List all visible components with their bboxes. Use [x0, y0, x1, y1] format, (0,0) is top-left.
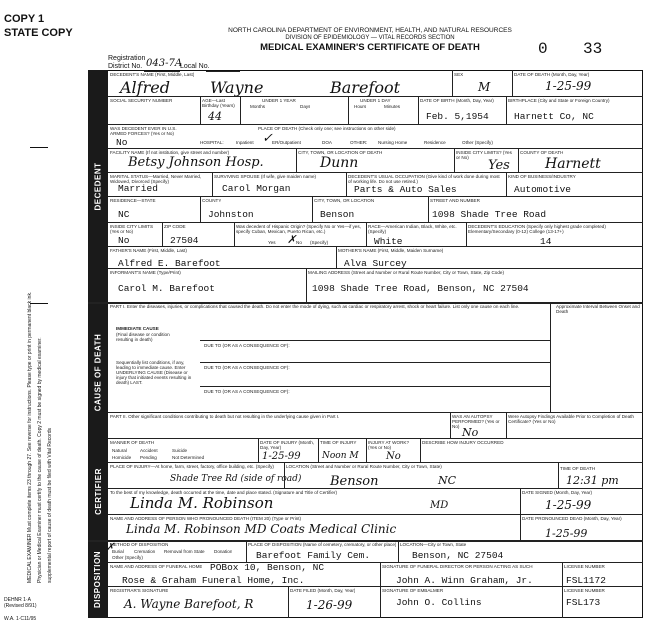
date-signed: 1-25-99 — [545, 498, 592, 512]
burial-check-mark: ✗ — [106, 542, 115, 553]
pronouncer-label: NAME AND ADDRESS OF PERSON WHO PRONOUNCED DEATH (ITEM 20) (Type or Print) — [110, 516, 302, 521]
certificate-number-prefix: 0 — [538, 40, 548, 58]
er-check-mark: ✓ — [262, 131, 273, 146]
margin-mark — [30, 303, 48, 304]
res-county-label: COUNTY — [202, 198, 222, 203]
sex-value: M — [478, 80, 491, 94]
zip-label: ZIP CODE — [164, 224, 186, 229]
funeral-director-license: FSL1172 — [566, 575, 606, 586]
birthplace-label: BIRTHPLACE (City and State or Foreign Country) — [508, 98, 610, 103]
due-to-b: DUE TO (OR AS A CONSEQUENCE OF): — [204, 343, 290, 348]
residence-city: Benson — [320, 209, 355, 220]
district-label: District No. — [108, 63, 143, 70]
street-label: STREET AND NUMBER — [430, 198, 480, 203]
interval-label: Approximate Interval Between Onset and Death — [556, 304, 640, 314]
place-injury-label: PLACE OF INJURY—At home, farm, street, factory, office building, etc. (Specify) — [110, 464, 274, 469]
injury-location-state: NC — [438, 474, 457, 487]
name-label: DECEDENT'S NAME (First, Middle, Last) — [110, 72, 195, 77]
place-of-death-label: PLACE OF DEATH (Check only one; see instructions on other side) — [258, 126, 396, 131]
disposition-location: Benson, NC 27504 — [412, 550, 504, 561]
funeral-home-name: Rose & Graham Funeral Home, Inc. — [122, 575, 305, 586]
form-title: MEDICAL EXAMINER'S CERTIFICATE OF DEATH — [260, 42, 480, 53]
injury-at-work: No — [386, 451, 401, 462]
informant-name: Carol M. Barefoot — [118, 283, 215, 294]
dob-label: DATE OF BIRTH (Month, Day, Year) — [420, 98, 494, 103]
informant-label: INFORMANT'S NAME (Type/Print) — [110, 270, 181, 275]
inside-city-label: INSIDE CITY LIMITS? (Yes or No) — [456, 150, 512, 160]
city-of-death-label: CITY, TOWN, OR LOCATION OF DEATH — [298, 150, 383, 155]
months-label: Months — [250, 104, 266, 109]
residence-option[interactable]: Residence — [424, 140, 446, 145]
manner-label: MANNER OF DEATH — [110, 440, 155, 445]
immediate-cause-label: IMMEDIATE CAUSE — [116, 326, 159, 331]
under-1-day-label: UNDER 1 DAY — [360, 98, 391, 103]
hispanic-yes-option[interactable]: Yes — [268, 240, 276, 245]
disposition-other-option[interactable]: Other (Specify) — [112, 555, 143, 560]
mother-name: Alva Surcey — [344, 258, 407, 269]
spouse-label: SURVIVING SPOUSE (If wife, give maiden name) — [214, 174, 317, 179]
residence-county: Johnston — [208, 209, 254, 220]
manner-not-determined[interactable]: Not Determined — [172, 455, 205, 460]
doa-option[interactable]: DOA — [322, 140, 332, 145]
other-label: OTHER: — [350, 140, 368, 145]
mailing-address: 1098 Shade Tree Road, Benson, NC 27504 — [312, 283, 529, 294]
sex-label: SEX — [454, 72, 464, 77]
certifier-statement: To the best of my knowledge, death occurred at the time, date and place stated. (Signature and Title of Certifier) — [110, 490, 338, 495]
armed-forces: No — [116, 137, 128, 148]
certifier-title: MD — [430, 500, 449, 511]
father-name: Alfred E. Barefoot — [118, 258, 221, 269]
hispanic-label: Was decedent of Hispanic Origin? (Specify No or Yes—if yes, specify Cuban, Mexican, Puerto Rican, etc.) — [236, 224, 361, 234]
county-of-death: Harnett — [545, 156, 601, 172]
inpatient-option[interactable]: Inpatient — [236, 140, 254, 145]
findings-label: Were Autopsy Findings Available Prior to Completion of Death Certificate? (Yes or No) — [508, 414, 634, 424]
mailing-label: MAILING ADDRESS (Street and Number or Rural Route Number, City or Town, State, Zip Code) — [308, 270, 504, 275]
embalmer-license: FSL173 — [566, 597, 601, 608]
registrar-label: REGISTRAR'S SIGNATURE — [110, 588, 169, 593]
manner-natural[interactable]: Natural — [112, 448, 127, 453]
district-number: 043-7A — [146, 58, 183, 69]
under-1-year-label: UNDER 1 YEAR — [262, 98, 296, 103]
hours-label: Hours — [354, 104, 367, 109]
nursing-home-option[interactable]: Nursing Home — [378, 140, 408, 145]
pronouncer-name: Linda M. Robinson MD Coats Medical Clinic — [126, 522, 397, 536]
age-value: 44 — [208, 110, 222, 123]
margin-instructions-2: Physician or Medical Examiner must certify to the cause of death. Copy 2 must be signed by medical examiner. — [37, 337, 43, 583]
date-of-death: 1-25-99 — [545, 79, 592, 93]
date-signed-label: DATE SIGNED (Month, Day, Year) — [522, 490, 593, 495]
birthplace: Harnett Co, NC — [514, 111, 594, 122]
agency-line1: NORTH CAROLINA DEPARTMENT OF ENVIRONMENT, HEALTH, AND NATURAL RESOURCES — [228, 27, 512, 34]
registration-label: Registration — [108, 55, 146, 62]
method-label: METHOD OF DISPOSITION — [110, 542, 169, 547]
part-1-instructions: PART I. Enter the diseases, injuries, or complications that caused the death. Do not enter the mode of dying, such as cardiac or respiratory arrest, shock or heart failure. List only one cause on each line. — [110, 304, 520, 309]
res-city-label: CITY, TOWN, OR LOCATION — [314, 198, 375, 203]
date-filed: 1-26-99 — [306, 598, 353, 612]
copy-type: STATE COPY — [4, 27, 73, 39]
funeral-home-label: NAME AND ADDRESS OF FUNERAL HOME — [110, 564, 203, 569]
manner-accident[interactable]: Accident — [140, 448, 158, 453]
due-to-d: DUE TO (OR AS A CONSEQUENCE OF): — [204, 389, 290, 394]
margin-instructions-1: MEDICAL EXAMINER Must complete items 23 through 27. See reverse for instructions. Please type or print in permanent black ink. — [27, 291, 33, 583]
funeral-home-address: POBox 10, Benson, NC — [210, 562, 325, 573]
decedent-middle-name: Wayne — [210, 78, 264, 97]
minutes-label: Minutes — [384, 104, 401, 109]
mother-label: MOTHER'S NAME (First, Middle, Maiden Surname) — [338, 248, 444, 253]
pronounced-date-label: DATE PRONOUNCED DEAD (Month, Day, Year) — [522, 516, 622, 521]
er-outpatient-option[interactable]: ER/Outpatient — [272, 140, 301, 145]
injury-date-label: DATE OF INJURY (Month, Day, Year) — [260, 440, 315, 450]
armed-forces-label: WAS DECEDENT EVER IN U.S. ARMED FORCES? (Yes or No) — [110, 126, 177, 136]
autopsy-performed: No — [462, 426, 479, 439]
funeral-director-label: SIGNATURE OF FUNERAL DIRECTOR OR PERSON ACTING AS SUCH — [382, 564, 533, 569]
race-label: RACE—American Indian, Black, White, etc. (Specify) — [368, 224, 457, 234]
form-subnumber: W.A. 1·C11/95 — [4, 616, 37, 622]
facility-label: FACILITY NAME (If not institution, give street and number) — [110, 150, 230, 155]
res-inside-label: INSIDE CITY LIMITS (Yes or No) — [110, 224, 154, 234]
manner-suicide[interactable]: Suicide — [172, 448, 188, 453]
license-label: LICENSE NUMBER — [564, 564, 605, 569]
disposition-place: Barefoot Family Cem. — [256, 550, 371, 561]
certifier-signature: Linda M. Robinson — [130, 494, 274, 512]
city-of-death: Dunn — [320, 155, 359, 171]
place-of-injury: Shade Tree Rd (side of road) — [170, 474, 302, 484]
due-to-c: DUE TO (OR AS A CONSEQUENCE OF): — [204, 365, 290, 370]
embalmer-name: John O. Collins — [396, 597, 482, 608]
usual-occupation: Parts & Auto Sales — [354, 184, 457, 195]
res-state-label: RESIDENCE—STATE — [110, 198, 156, 203]
dod-label: DATE OF DEATH (Month, Day, Year) — [514, 72, 590, 77]
residence-state: NC — [118, 209, 130, 220]
section-disposition: DISPOSITION — [88, 540, 108, 618]
marital-status: Married — [118, 183, 158, 194]
autopsy-label: WAS AN AUTOPSY PERFORMED? (Yes or No) — [452, 414, 500, 429]
facility-name: Betsy Johnson Hosp. — [128, 155, 264, 170]
marital-label: MARITAL STATUS—Married, Never Married, Widowed, Divorced (Specify) — [110, 174, 202, 184]
injury-time-label: TIME OF INJURY — [320, 440, 357, 445]
hispanic-no-option[interactable]: No — [296, 240, 302, 245]
copy-label: COPY 1 — [4, 13, 45, 25]
manner-pending[interactable]: Pending — [140, 455, 157, 460]
decedent-last-name: Barefoot — [330, 78, 401, 97]
pronounced-date: 1-25-99 — [545, 527, 588, 540]
agency-line2: DIVISION OF EPIDEMIOLOGY — VITAL RECORDS SECTION — [285, 35, 455, 41]
funeral-director: John A. Winn Graham, Jr. — [396, 575, 533, 586]
industry-label: KIND OF BUSINESS/INDUSTRY — [508, 174, 576, 179]
ssn-label: SOCIAL SECURITY NUMBER — [110, 98, 173, 103]
hispanic-specify: (Specify) — [310, 240, 329, 245]
burial-option[interactable]: Burial — [112, 549, 124, 554]
father-label: FATHER'S NAME (First, Middle, Last) — [110, 248, 187, 253]
section-certifier: CERTIFIER — [88, 442, 108, 540]
immediate-cause-sub: (Final disease or condition resulting in death) — [116, 332, 170, 342]
location-label: LOCATION (Street and Number or Rural Route Number, City or Town, State) — [286, 464, 442, 469]
industry: Automotive — [514, 184, 572, 195]
part-2-instructions: PART II. Other significant conditions contributing to death but not resulting in the underlying cause given in Part I. — [110, 414, 340, 419]
decedent-first-name: Alfred — [120, 78, 170, 97]
injury-location-city: Benson — [330, 474, 379, 489]
injury-time: Noon M — [322, 451, 359, 461]
zip-code: 27504 — [170, 235, 199, 246]
residence-street: 1098 Shade Tree Road — [432, 209, 547, 220]
date-of-birth: Feb. 5,1954 — [426, 111, 489, 122]
time-of-death-label: TIME OF DEATH — [560, 466, 596, 471]
hospital-label: HOSPITAL: — [200, 140, 224, 145]
county-of-death-label: COUNTY OF DEATH — [520, 150, 564, 155]
disposition-place-label: PLACE OF DISPOSITION (Name of cemetery, crematory, or other place) — [248, 542, 397, 547]
registrar-signature: A. Wayne Barefoot, R — [124, 597, 254, 611]
describe-injury-label: DESCRIBE HOW INJURY OCCURRED — [422, 440, 504, 445]
age-label: AGE—Last Birthday (Years) — [202, 98, 235, 108]
education-label: DECEDENT'S EDUCATION (Specify only highest grade completed) Elementary/Secondary (0-12) College (13-17+) — [468, 224, 606, 234]
hispanic-no-mark: ✗ — [287, 233, 297, 246]
removal-option[interactable]: Removal from State — [164, 549, 205, 554]
sequential-instructions: Sequentially list conditions, if any, leading to immediate cause. Enter UNDERLYING CAUSE (Disease or injury that initiated events resulting in death) LAST. — [116, 360, 192, 385]
race: White — [374, 236, 403, 247]
occupation-label: DECEDENT'S USUAL OCCUPATION (Give kind of work done during most of working life. Do not use retired.) — [348, 174, 500, 184]
certificate-number: 33 — [583, 40, 603, 58]
time-of-death: 12:31 pm — [566, 474, 619, 487]
donation-option[interactable]: Donation — [214, 549, 233, 554]
form-number: DEHNR 1·A (Revised 8/91) — [4, 597, 37, 609]
cremation-option[interactable]: Cremation — [134, 549, 156, 554]
other-specify-option[interactable]: Other (Specify) — [462, 140, 493, 145]
education: 14 — [540, 236, 552, 247]
embalmer-license-label: LICENSE NUMBER — [564, 588, 605, 593]
injury-date: 1-25-99 — [262, 451, 301, 462]
margin-mark — [30, 147, 48, 148]
inside-city-limits: Yes — [488, 158, 510, 173]
date-filed-label: DATE FILED (Month, Day, Year) — [290, 588, 356, 593]
section-decedent: DECEDENT — [88, 70, 108, 302]
residence-inside-city: No — [118, 235, 130, 246]
at-work-label: INJURY AT WORK? (Yes or No) — [368, 440, 410, 450]
days-label: Days — [300, 104, 311, 109]
surviving-spouse: Carol Morgan — [222, 183, 291, 194]
local-label: Local No. — [180, 63, 210, 70]
disposition-location-label: LOCATION—City or Town, State — [400, 542, 467, 547]
embalmer-label: SIGNATURE OF EMBALMER — [382, 588, 444, 593]
manner-homicide[interactable]: Homicide — [112, 455, 132, 460]
section-cause-of-death: CAUSE OF DEATH — [88, 302, 108, 442]
margin-instructions-3: supplemental report of cause of death must be filed with Vital Records — [47, 428, 53, 583]
